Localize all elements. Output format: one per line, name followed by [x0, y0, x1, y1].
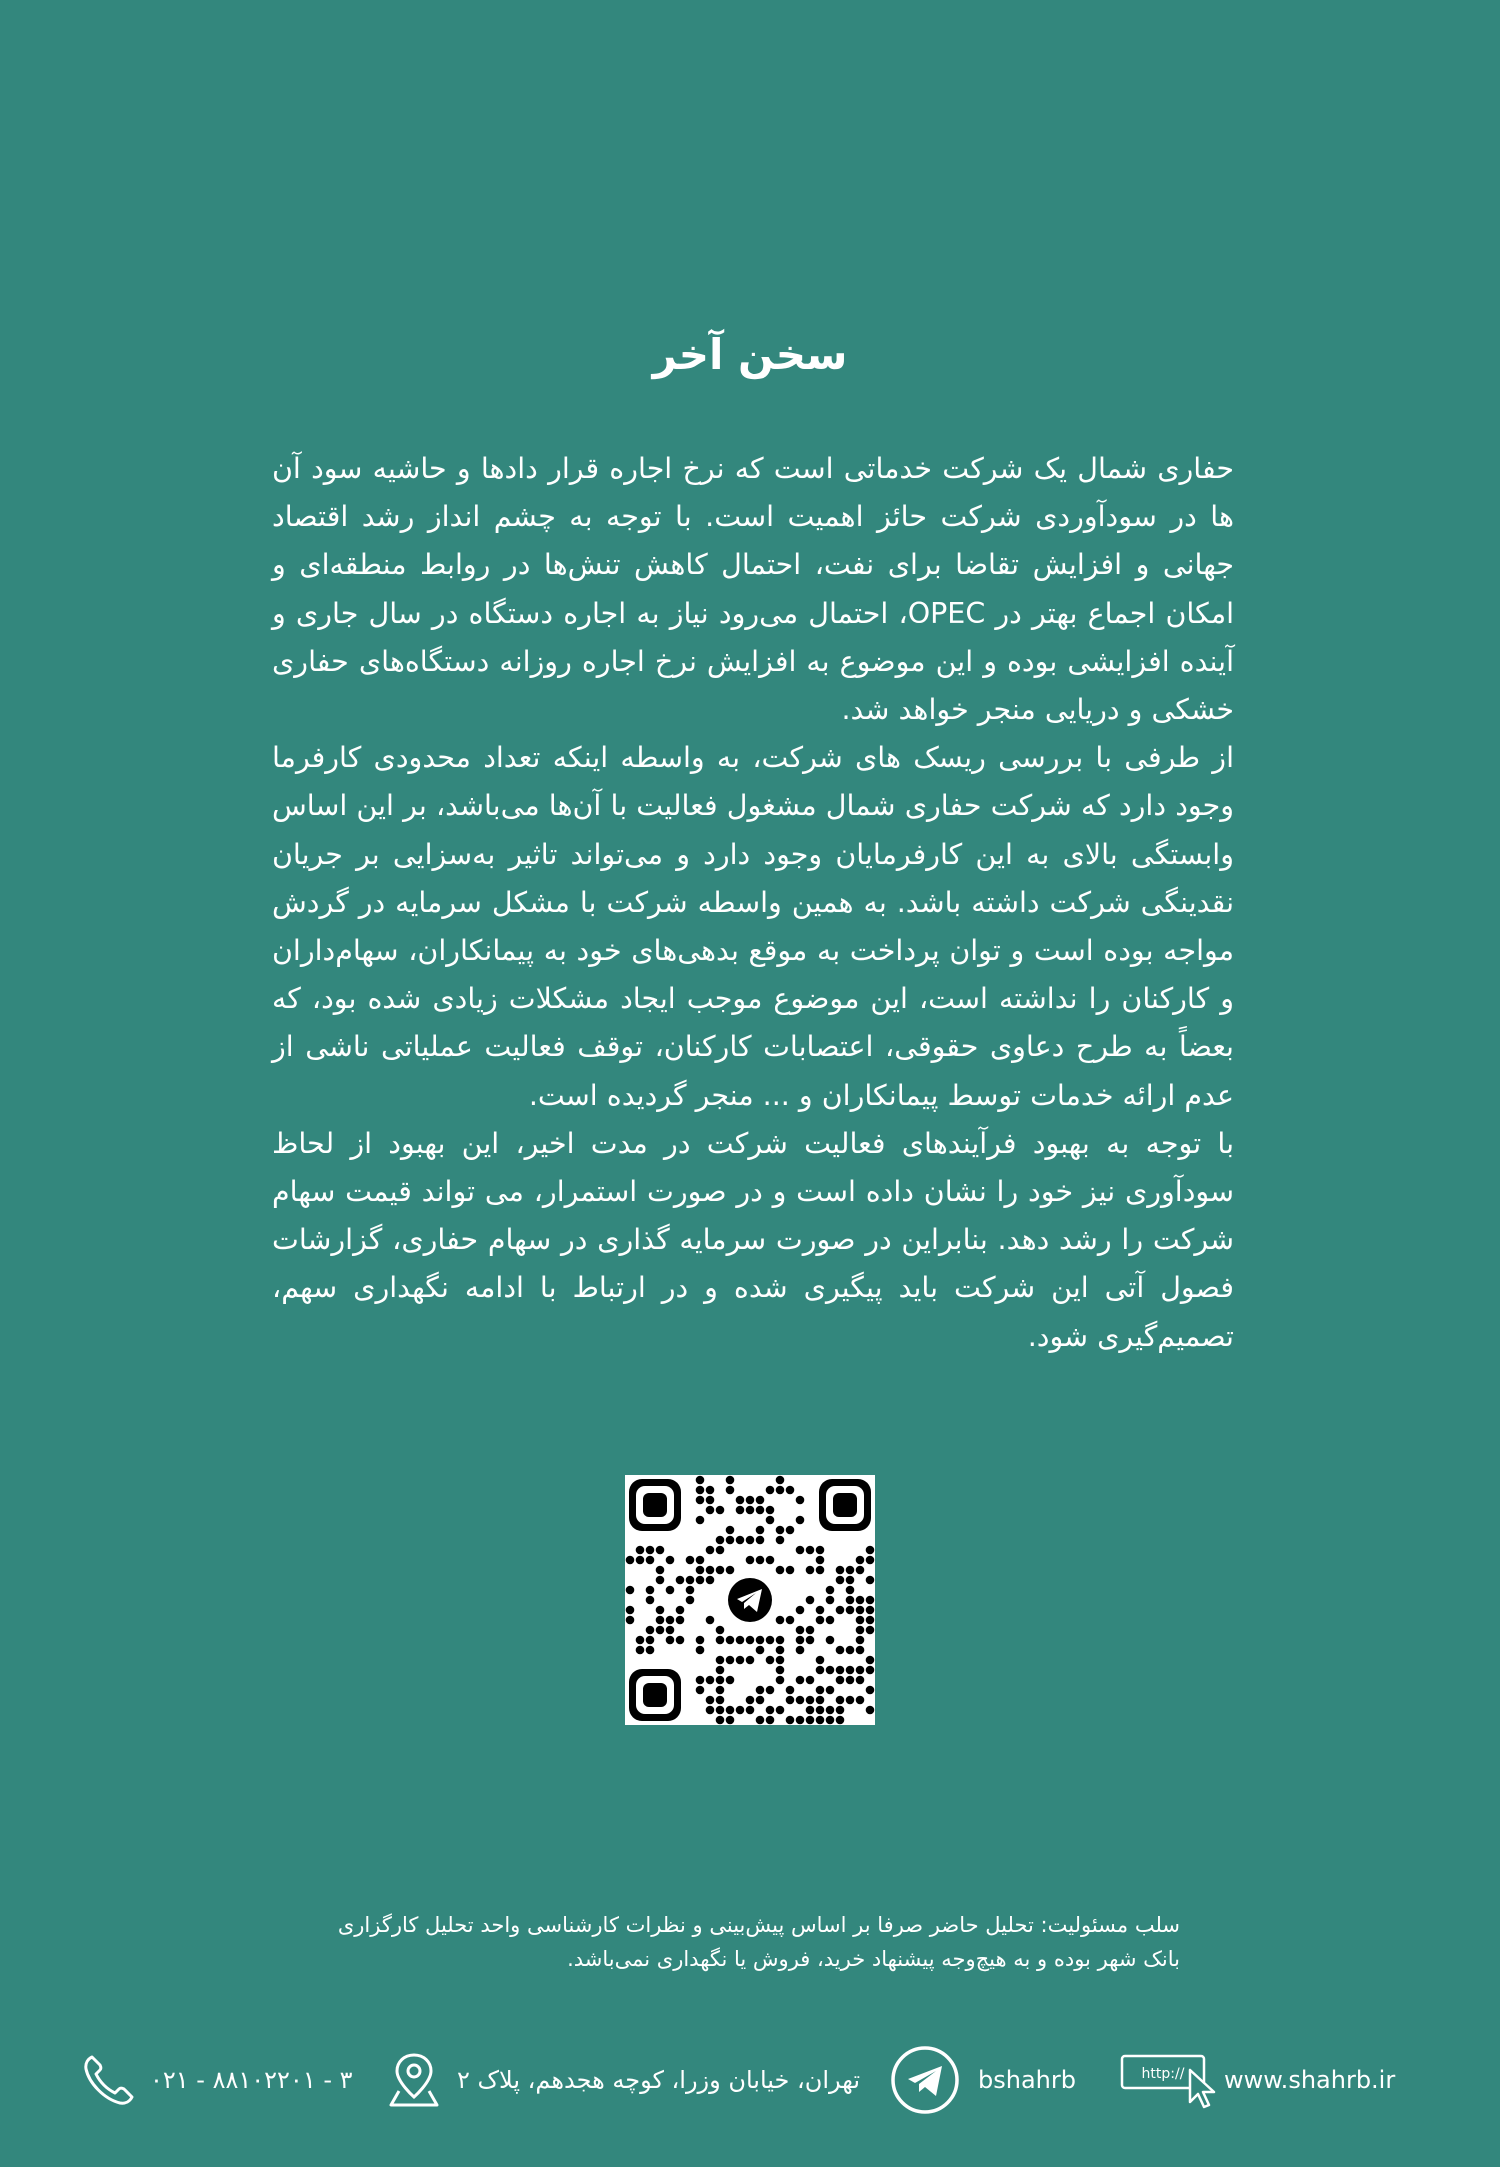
qr-module [646, 1556, 655, 1565]
qr-module [716, 1636, 725, 1645]
qr-module [856, 1636, 865, 1645]
finder-pattern [629, 1669, 681, 1721]
qr-module [726, 1476, 735, 1485]
qr-module [796, 1716, 805, 1725]
qr-module [826, 1616, 835, 1625]
qr-module [696, 1646, 705, 1655]
qr-module [846, 1666, 855, 1675]
qr-module [686, 1596, 695, 1605]
qr-module [676, 1636, 685, 1645]
qr-module [726, 1536, 735, 1545]
qr-module [796, 1496, 805, 1505]
qr-module [716, 1536, 725, 1545]
phone-number: ۰۲۱ - ۸۸۱۰۲۲۰۱ - ۳ [150, 2066, 353, 2094]
footer-website[interactable] [1120, 2050, 1395, 2110]
qr-module [736, 1536, 745, 1545]
qr-module [826, 1666, 835, 1675]
qr-module [796, 1606, 805, 1615]
qr-module [706, 1506, 715, 1515]
qr-module [856, 1566, 865, 1575]
qr-module [706, 1696, 715, 1705]
qr-module [786, 1716, 795, 1725]
qr-module [716, 1626, 725, 1635]
qr-module [786, 1526, 795, 1535]
qr-module [736, 1506, 745, 1515]
qr-module [826, 1706, 835, 1715]
qr-module [776, 1706, 785, 1715]
qr-module [686, 1586, 695, 1595]
qr-module [746, 1556, 755, 1565]
qr-module [856, 1626, 865, 1635]
qr-module [796, 1696, 805, 1705]
website-url: www.shahrb.ir [1224, 2066, 1396, 2094]
qr-module [626, 1616, 635, 1625]
qr-module [806, 1696, 815, 1705]
qr-module [806, 1546, 815, 1555]
qr-module [746, 1506, 755, 1515]
qr-module [866, 1686, 875, 1695]
qr-module [766, 1716, 775, 1725]
qr-module [666, 1636, 675, 1645]
qr-module [766, 1486, 775, 1495]
qr-module [856, 1606, 865, 1615]
qr-module [846, 1606, 855, 1615]
qr-module [696, 1516, 705, 1525]
qr-module [816, 1546, 825, 1555]
qr-module [726, 1526, 735, 1535]
qr-module [746, 1636, 755, 1645]
qr-module [646, 1646, 655, 1655]
paragraph: حفاری شمال یک شرکت خدماتی است که نرخ اجاره قرار دادها و حاشیه سود آن ها در سودآوردی شرکت حائز اهمیت است. با توجه به چشم انداز رشد اقتصاد جهانی و افزایش تقاضا برای نفت، احتمال کاهش تنش‌ها در روابط منطقه‌ای و امکان اجماع بهتر در OPEC، احتمال می‌رود نیاز به اجاره دستگاه در سال جاری و آینده افزایشی بوده و این موضوع به افزایش نرخ اجاره روزانه دستگاه‌های حفاری خشکی و دریایی منجر خواهد شد. [272, 452, 1235, 727]
qr-module [776, 1566, 785, 1575]
qr-module [816, 1566, 825, 1575]
qr-module [846, 1596, 855, 1605]
qr-module [866, 1606, 875, 1615]
qr-module [816, 1686, 825, 1695]
qr-code-graphic [625, 1475, 875, 1725]
qr-module [776, 1536, 785, 1545]
qr-module [716, 1566, 725, 1575]
qr-module [776, 1666, 785, 1675]
qr-module [706, 1616, 715, 1625]
qr-module [736, 1706, 745, 1715]
qr-module [696, 1566, 705, 1575]
qr-module [866, 1616, 875, 1625]
location-pin-icon [385, 2051, 443, 2109]
qr-module [796, 1546, 805, 1555]
qr-module [726, 1636, 735, 1645]
qr-module [866, 1576, 875, 1585]
qr-module [816, 1696, 825, 1705]
qr-module [866, 1626, 875, 1635]
qr-module [816, 1606, 825, 1615]
qr-module [766, 1636, 775, 1645]
qr-module [706, 1486, 715, 1495]
qr-module [636, 1556, 645, 1565]
qr-module [646, 1636, 655, 1645]
qr-module [726, 1566, 735, 1575]
qr-module [846, 1586, 855, 1595]
qr-module [766, 1516, 775, 1525]
qr-module [836, 1576, 845, 1585]
footer-address [385, 2050, 860, 2110]
qr-module [856, 1556, 865, 1565]
qr-module [716, 1716, 725, 1725]
qr-module [866, 1546, 875, 1555]
qr-module [756, 1496, 765, 1505]
qr-module [806, 1706, 815, 1715]
qr-module [716, 1506, 725, 1515]
qr-module [696, 1636, 705, 1645]
disclaimer: سلب مسئولیت: تحلیل حاضر صرفا بر اساس پیش‌بینی و نظرات کارشناسی واحد تحلیل کارگزاری بانک شهر بوده و به هیچ‌وجه پیشنهاد خرید، فروش یا نگهداری نمی‌باشد. [337, 1913, 1180, 1971]
footer-telegram[interactable] [890, 2050, 1076, 2110]
qr-module [866, 1656, 875, 1665]
qr-module [836, 1606, 845, 1615]
http-label: http:// [1141, 2066, 1185, 2082]
qr-module [806, 1596, 815, 1605]
paragraph: با توجه به بهبود فرآیندهای فعالیت شرکت در مدت اخیر، این بهبود از لحاظ سودآوری نیز خود را نشان داده است و در صورت استمرار، می تواند قیمت سهام شرکت را رشد دهد. بنابراین در صورت سرمایه گذاری در سهام حفاری، گزارشات فصول آتی این شرکت باید پیگیری شده و در ارتباط با ادامه نگهداری سهم، تصمیم‌گیری شود. [272, 1126, 1234, 1353]
qr-module [836, 1566, 845, 1575]
qr-module [836, 1706, 845, 1715]
phone-icon [80, 2051, 138, 2109]
qr-module [716, 1546, 725, 1555]
qr-module [766, 1506, 775, 1515]
qr-module [656, 1626, 665, 1635]
qr-module [856, 1646, 865, 1655]
qr-module [676, 1576, 685, 1585]
qr-module [776, 1616, 785, 1625]
qr-module [846, 1576, 855, 1585]
qr-module [726, 1716, 735, 1725]
finder-pattern [629, 1479, 681, 1531]
qr-module [836, 1676, 845, 1685]
qr-module [866, 1666, 875, 1675]
qr-module [656, 1566, 665, 1575]
qr-module [646, 1546, 655, 1555]
qr-module [786, 1566, 795, 1575]
qr-module [846, 1646, 855, 1655]
qr-module [696, 1556, 705, 1565]
qr-module [796, 1516, 805, 1525]
qr-module [706, 1706, 715, 1715]
qr-module [706, 1566, 715, 1575]
qr-module [776, 1656, 785, 1665]
qr-module [646, 1586, 655, 1595]
telegram-icon [890, 2045, 960, 2115]
qr-module [666, 1586, 675, 1595]
qr-module [716, 1666, 725, 1675]
qr-module [786, 1616, 795, 1625]
finder-pattern [819, 1479, 871, 1531]
qr-module [736, 1496, 745, 1505]
qr-module [816, 1616, 825, 1625]
qr-module [716, 1656, 725, 1665]
telegram-handle: bshahrb [978, 2066, 1076, 2094]
qr-module [816, 1716, 825, 1725]
qr-module [706, 1496, 715, 1505]
qr-module [846, 1696, 855, 1705]
qr-module [646, 1596, 655, 1605]
qr-module [786, 1686, 795, 1695]
telegram-icon [723, 1573, 777, 1627]
qr-module [836, 1696, 845, 1705]
qr-module [676, 1616, 685, 1625]
qr-module [726, 1706, 735, 1715]
qr-module [746, 1706, 755, 1715]
qr-module [716, 1676, 725, 1685]
qr-module [746, 1536, 755, 1545]
qr-module [706, 1576, 715, 1585]
qr-module [856, 1676, 865, 1685]
qr-module [796, 1636, 805, 1645]
qr-module [796, 1676, 805, 1685]
qr-module [656, 1546, 665, 1555]
qr-module [826, 1716, 835, 1725]
telegram-qr-code[interactable] [625, 1475, 875, 1725]
qr-module [716, 1696, 725, 1705]
qr-module [696, 1576, 705, 1585]
qr-module [816, 1556, 825, 1565]
qr-module [826, 1596, 835, 1605]
qr-module [836, 1646, 845, 1655]
qr-module [796, 1646, 805, 1655]
qr-module [636, 1546, 645, 1555]
footer-phone[interactable] [80, 2050, 353, 2110]
qr-module [856, 1696, 865, 1705]
qr-module [856, 1666, 865, 1675]
qr-module [806, 1676, 815, 1685]
qr-module [826, 1586, 835, 1595]
qr-module [666, 1626, 675, 1635]
qr-module [726, 1656, 735, 1665]
qr-module [866, 1706, 875, 1715]
qr-module [866, 1596, 875, 1605]
qr-module [656, 1576, 665, 1585]
qr-module [716, 1706, 725, 1715]
qr-module [836, 1716, 845, 1725]
qr-module [826, 1636, 835, 1645]
qr-module [686, 1556, 695, 1565]
qr-module [816, 1706, 825, 1715]
qr-module [756, 1696, 765, 1705]
qr-module [716, 1686, 725, 1695]
qr-module [806, 1716, 815, 1725]
qr-module [696, 1676, 705, 1685]
qr-module [786, 1486, 795, 1495]
qr-module [846, 1566, 855, 1575]
qr-module [656, 1606, 665, 1615]
qr-module [766, 1656, 775, 1665]
qr-module [646, 1626, 655, 1635]
qr-module [776, 1486, 785, 1495]
qr-module [756, 1536, 765, 1545]
qr-module [686, 1576, 695, 1585]
qr-module [776, 1636, 785, 1645]
qr-module [836, 1666, 845, 1675]
qr-module [756, 1556, 765, 1565]
qr-module [746, 1496, 755, 1505]
qr-module [706, 1546, 715, 1555]
qr-module [696, 1476, 705, 1485]
qr-module [746, 1656, 755, 1665]
qr-module [756, 1646, 765, 1655]
qr-module [726, 1486, 735, 1495]
qr-module [736, 1636, 745, 1645]
qr-module [766, 1706, 775, 1715]
qr-module [806, 1566, 815, 1575]
qr-module [806, 1636, 815, 1645]
qr-module [756, 1686, 765, 1695]
qr-module [756, 1636, 765, 1645]
footer [0, 2050, 1500, 2110]
qr-module [856, 1596, 865, 1605]
qr-module [676, 1606, 685, 1615]
address-text: تهران، خیابان وزرا، کوچه هجدهم، پلاک ۲ [457, 2066, 861, 2094]
qr-module [756, 1716, 765, 1725]
qr-module [626, 1586, 635, 1595]
web-cursor-icon [1120, 2050, 1224, 2110]
qr-module [796, 1626, 805, 1635]
qr-module [766, 1686, 775, 1695]
qr-module [626, 1606, 635, 1615]
qr-module [776, 1476, 785, 1485]
qr-module [846, 1676, 855, 1685]
qr-module [756, 1506, 765, 1515]
qr-module [626, 1556, 635, 1565]
body-text [272, 445, 1234, 1361]
qr-module [696, 1496, 705, 1505]
paragraph: از طرفی با بررسی ریسک های شرکت، به واسطه اینکه تعداد محدودی کارفرما وجود دارد که شرکت حفاری شمال مشغول فعالیت با آن‌ها می‌باشد، بر این اساس وابستگی بالای به این کارفرمایان وجود دارد و می‌تواند تاثیر به‌سزایی بر جریان نقدینگی شرکت داشته باشد. به همین واسطه شرکت با مشکل سرمایه در گردش مواجه بوده است و توان پرداخت به موقع بدهی‌های خود به پیمانکاران، سهام‌داران و کارکنان را نداشته است، این موضوع موجب ایجاد مشکلات زیادی شده بود، که بعضاً به طرح دعاوی حقوقی، اعتصابات کارکنان، توقف فعالیت عملیاتی ناشی از عدم ارائه خدمات توسط پیمانکاران و ... منجر گردیده است. [272, 741, 1234, 1112]
qr-module [696, 1486, 705, 1495]
qr-module [736, 1656, 745, 1665]
qr-module [706, 1676, 715, 1685]
qr-module [636, 1646, 645, 1655]
page-title: سخن آخر [652, 330, 848, 379]
qr-module [766, 1556, 775, 1565]
qr-module [726, 1676, 735, 1685]
qr-module [666, 1556, 675, 1565]
qr-module [696, 1686, 705, 1695]
qr-module [816, 1666, 825, 1675]
qr-module [636, 1636, 645, 1645]
qr-module [756, 1526, 765, 1535]
qr-module [806, 1626, 815, 1635]
qr-module [866, 1556, 875, 1565]
qr-module [776, 1676, 785, 1685]
qr-module [786, 1696, 795, 1705]
qr-module [826, 1686, 835, 1695]
qr-module [656, 1616, 665, 1625]
qr-module [776, 1646, 785, 1655]
qr-module [666, 1616, 675, 1625]
qr-module [856, 1616, 865, 1625]
qr-module [746, 1696, 755, 1705]
qr-module [776, 1526, 785, 1535]
qr-module [816, 1656, 825, 1665]
